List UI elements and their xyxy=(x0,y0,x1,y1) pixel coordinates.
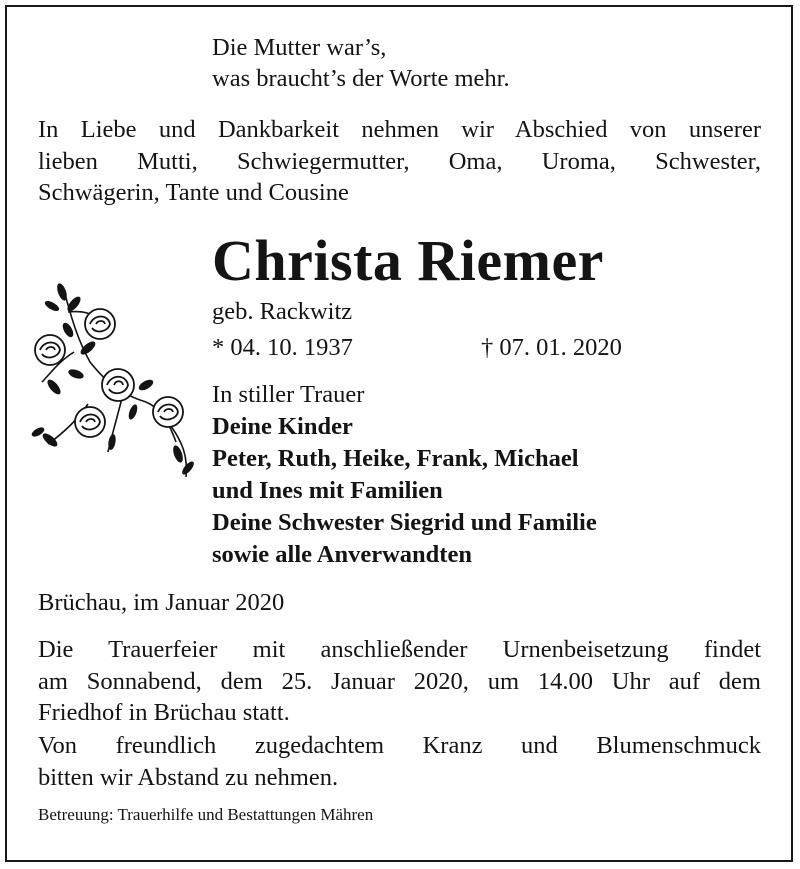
roses-icon xyxy=(28,282,208,494)
mourners-line-5: sowie alle Anverwandten xyxy=(212,541,472,568)
funeral-paragraph xyxy=(38,634,761,729)
maiden-name: geb. Rackwitz xyxy=(212,298,353,325)
undertaker-credit: Betreuung: Trauerhilfe und Bestattungen Mähren xyxy=(38,805,374,824)
deceased-name: Christa Riemer xyxy=(212,228,604,293)
mourners-intro: In stiller Trauer xyxy=(212,381,365,408)
flowers-note-line-2: bitten wir Abstand zu nehmen. xyxy=(38,763,339,791)
funeral-line-1: Die Trauerfeier mit anschließender Urnenbeisetzung findet xyxy=(38,636,761,663)
intro-line-2: lieben Mutti, Schwiegermutter, Oma, Uroma, Schwester, xyxy=(38,147,761,175)
place-date: Brüchau, im Januar 2020 xyxy=(38,589,285,616)
funeral-line-2: am Sonnabend, dem 25. Januar 2020, um 14.00 Uhr auf dem xyxy=(38,667,761,695)
death-date: † 07. 01. 2020 xyxy=(481,334,622,361)
funeral-line-3: Friedhof in Brüchau statt. xyxy=(38,699,290,726)
flowers-note-paragraph xyxy=(38,730,761,793)
motto-line-1: Die Mutter war’s, xyxy=(212,34,387,61)
intro-paragraph xyxy=(38,114,761,209)
motto-line-2: was braucht’s der Worte mehr. xyxy=(212,65,510,92)
mourners-line-3: und Ines mit Familien xyxy=(212,477,443,504)
flowers-note-line-1: Von freundlich zugedachtem Kranz und Blumenschmuck xyxy=(38,732,761,759)
mourners-line-4: Deine Schwester Siegrid und Familie xyxy=(212,509,597,536)
birth-date: * 04. 10. 1937 xyxy=(212,334,353,361)
intro-line-1: In Liebe und Dankbarkeit nehmen wir Abschied von unserer xyxy=(38,116,761,143)
intro-line-3: Schwägerin, Tante und Cousine xyxy=(38,179,349,206)
mourners-line-1: Deine Kinder xyxy=(212,413,353,440)
mourners-line-2: Peter, Ruth, Heike, Frank, Michael xyxy=(212,445,579,472)
